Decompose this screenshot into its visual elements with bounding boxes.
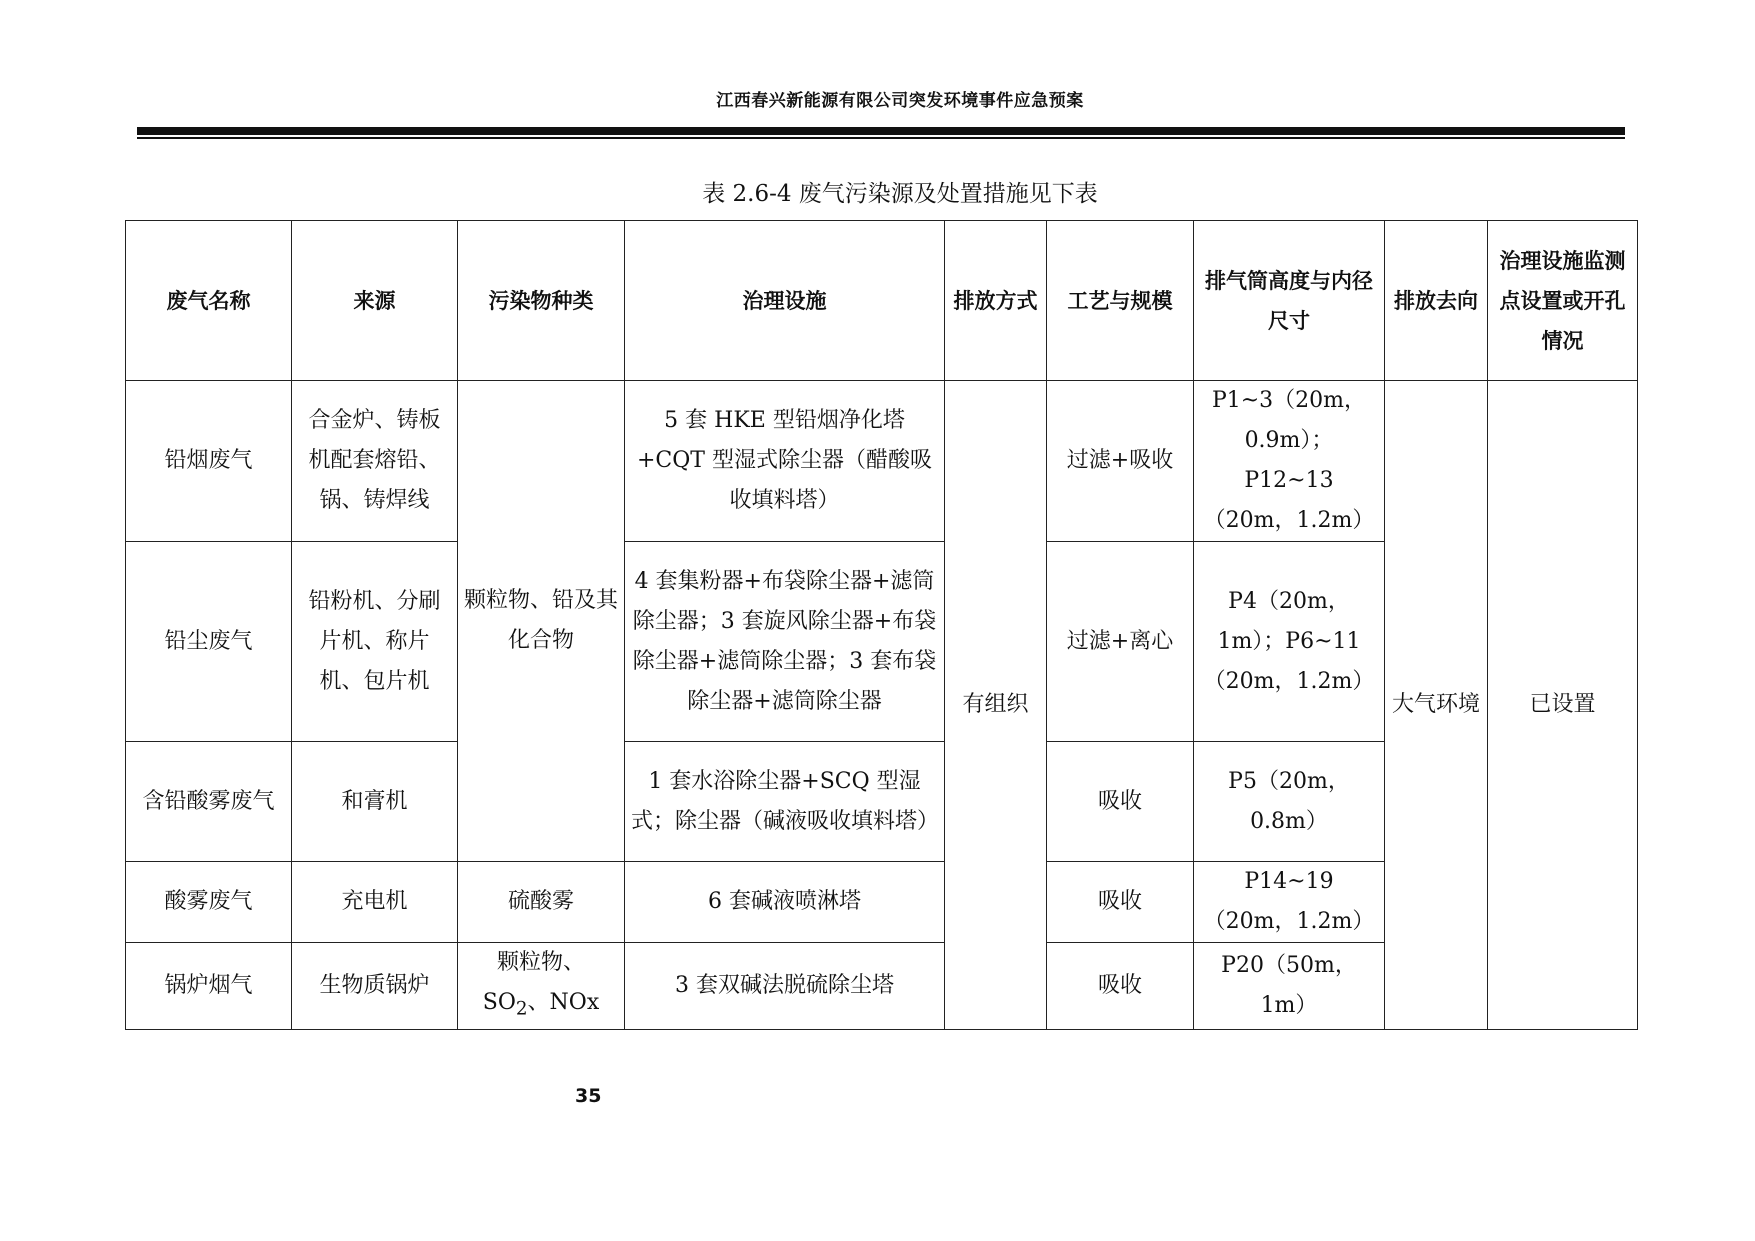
table-caption: 表 2.6-4 废气污染源及处置措施见下表: [702, 181, 1098, 207]
cell-facility: 4 套集粉器+布袋除尘器+滤筒除尘器；3 套旋风除尘器+布袋除尘器+滤筒除尘器；3 套布袋除尘器+滤筒除尘器: [625, 542, 945, 742]
cell-source: 铅粉机、分刷片机、称片机、包片机: [292, 542, 458, 742]
cell-pollutant: 硫酸雾: [458, 862, 625, 943]
header-rule-thin: [137, 137, 1625, 139]
cell-stack: P20（50m，1m）: [1194, 943, 1385, 1030]
cell-process: 过滤+吸收: [1047, 381, 1194, 542]
cell-pollutant-lead: 颗粒物、铅及其化合物: [458, 381, 625, 862]
cell-facility: 1 套水浴除尘器+SCQ 型湿式；除尘器（碱液吸收填料塔）: [625, 742, 945, 862]
page-number: 35: [575, 1085, 602, 1107]
pollutant-text-main: 颗粒物、SO: [482, 950, 585, 1015]
cell-name: 酸雾废气: [126, 862, 292, 943]
cell-process: 吸收: [1047, 862, 1194, 943]
cell-name: 铅尘废气: [126, 542, 292, 742]
cell-name: 锅炉烟气: [126, 943, 292, 1030]
col-header-stack: 排气筒高度与内径尺寸: [1194, 221, 1385, 381]
cell-source: 生物质锅炉: [292, 943, 458, 1030]
cell-facility: 3 套双碱法脱硫除尘塔: [625, 943, 945, 1030]
cell-name: 含铅酸雾废气: [126, 742, 292, 862]
col-header-name: 废气名称: [126, 221, 292, 381]
waste-gas-table: [125, 220, 1638, 1030]
col-header-source: 来源: [292, 221, 458, 381]
cell-stack: P4（20m，1m）；P6~11（20m，1.2m）: [1194, 542, 1385, 742]
col-header-pollutant: 污染物种类: [458, 221, 625, 381]
table-row: [126, 381, 1638, 542]
cell-facility: 6 套碱液喷淋塔: [625, 862, 945, 943]
document-header-title: 江西春兴新能源有限公司突发环境事件应急预案: [716, 91, 1084, 111]
cell-stack: P1~3（20m，0.9m）；P12~13（20m，1.2m）: [1194, 381, 1385, 542]
header-rule-thick: [137, 127, 1625, 135]
cell-facility: 5 套 HKE 型铅烟净化塔+CQT 型湿式除尘器（醋酸吸收填料塔）: [625, 381, 945, 542]
pollutant-subscript: 2: [515, 998, 528, 1020]
col-header-process: 工艺与规模: [1047, 221, 1194, 381]
cell-pollutant: [458, 943, 625, 1030]
cell-stack: P5（20m，0.8m）: [1194, 742, 1385, 862]
col-header-monitoring: 治理设施监测点设置或开孔情况: [1488, 221, 1638, 381]
cell-monitoring: 已设置: [1488, 381, 1638, 1030]
cell-process: 吸收: [1047, 943, 1194, 1030]
pollutant-text-tail: 、NOx: [527, 990, 600, 1015]
table-header-row: [126, 221, 1638, 381]
col-header-discharge-mode: 排放方式: [945, 221, 1047, 381]
cell-source: 充电机: [292, 862, 458, 943]
cell-source: 和膏机: [292, 742, 458, 862]
col-header-destination: 排放去向: [1385, 221, 1488, 381]
cell-stack: P14~19（20m，1.2m）: [1194, 862, 1385, 943]
cell-source: 合金炉、铸板机配套熔铅、锅、铸焊线: [292, 381, 458, 542]
cell-process: 过滤+离心: [1047, 542, 1194, 742]
col-header-facility: 治理设施: [625, 221, 945, 381]
cell-discharge-mode: 有组织: [945, 381, 1047, 1030]
cell-process: 吸收: [1047, 742, 1194, 862]
cell-destination: 大气环境: [1385, 381, 1488, 1030]
cell-name: 铅烟废气: [126, 381, 292, 542]
